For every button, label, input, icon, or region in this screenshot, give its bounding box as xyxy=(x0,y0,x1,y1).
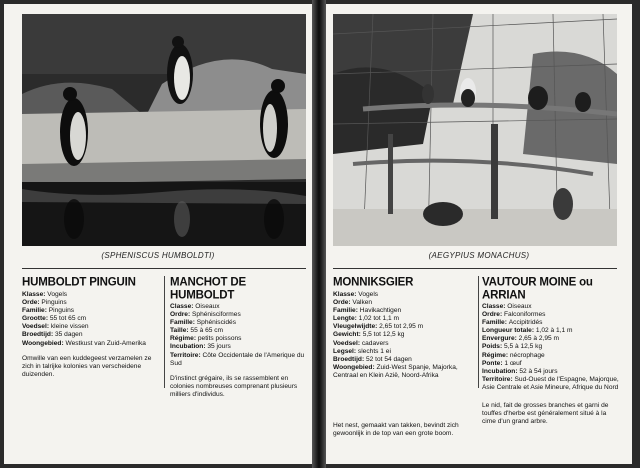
fact-row: Lengte: 1,02 tot 1,1 m xyxy=(333,315,399,323)
fact-row: Broedtijd: 35 dagen xyxy=(22,331,83,339)
column-divider xyxy=(164,276,165,388)
fact-row: Legsel: slechts 1 ei xyxy=(333,347,391,355)
fact-row: Ponte: 1 œuf xyxy=(482,359,522,367)
fact-row: Régime: petits poissons xyxy=(170,335,242,343)
species-title: MONNIKSGIER xyxy=(333,276,414,289)
dutch-column xyxy=(333,276,475,438)
species-title: VAUTOUR MOINE ou ARRIAN xyxy=(482,276,593,302)
description-text: Het nest, gemaakt van takken, bevindt zich gewoonlijk in de top van een grote boom. xyxy=(333,422,459,438)
fact-list xyxy=(482,303,622,392)
right-page xyxy=(326,4,632,464)
fact-list xyxy=(333,291,475,380)
fact-row: Incubation: 35 jours xyxy=(170,343,231,351)
description-text: Le nid, fait de grosses branches et garni de touffes d'herbe est généralement situé à la cime d'un grand arbre. xyxy=(482,402,609,426)
species-caption: (SPHENISCUS HUMBOLDTI) xyxy=(101,251,215,260)
fact-row: Grootte: 55 tot 65 cm xyxy=(22,315,87,323)
vulture-photo-image xyxy=(333,14,617,246)
species-caption: (AEGYPIUS MONACHUS) xyxy=(428,251,530,260)
fact-row: Voedsel: cadavers xyxy=(333,339,389,347)
fact-row: Familie: Havikachtigen xyxy=(333,307,402,315)
fact-row: Klasse: Vogels xyxy=(22,291,68,298)
fact-row: Régime: nécrophage xyxy=(482,351,545,359)
fact-row: Territoire: Côte Occidentale de l'Amerique du Sud xyxy=(170,351,305,367)
fact-row: Orde: Valken xyxy=(333,299,373,307)
penguin-photo-image xyxy=(22,14,306,246)
fact-row: Taille: 55 à 65 cm xyxy=(170,327,224,335)
fact-row: Famille: Sphéniscidés xyxy=(170,319,236,327)
french-column xyxy=(170,276,308,399)
fact-row: Broedtijd: 52 tot 54 dagen xyxy=(333,355,412,363)
species-title: MANCHOT DE HUMBOLDT xyxy=(170,276,246,302)
fact-row: Envergure: 2,65 à 2,95 m xyxy=(482,335,559,343)
dutch-column xyxy=(22,276,160,379)
fact-row: Gewicht: 5,5 tot 12,5 kg xyxy=(333,331,405,339)
caption-rule xyxy=(22,268,306,269)
fact-row: Famille: Accipitridés xyxy=(482,319,543,327)
fact-list xyxy=(170,303,308,368)
fact-row: Classe: Oiseaux xyxy=(170,303,220,310)
book-spine xyxy=(312,0,326,468)
french-column xyxy=(482,276,622,426)
fact-row: Classe: Oiseaux xyxy=(482,303,532,310)
fact-row: Territoire: Sud-Ouest de l'Espagne, Majorque, Asie Centrale et Asie Mineure, Afrique du Nord xyxy=(482,375,619,391)
fact-row: Woongebied: Zuid-West Spanje, Majorka, Centraal en Klein Azië, Noord-Afrika xyxy=(333,363,458,379)
species-title: HUMBOLDT PINGUIN xyxy=(22,276,136,289)
left-page xyxy=(4,4,312,464)
fact-row: Orde: Pinguins xyxy=(22,299,67,307)
description-text: Omwille van een kuddegeest verzamelen ze zich in talrijke kolonies van verscheidene duizenden. xyxy=(22,354,152,378)
fact-row: Voedsel: kleine vissen xyxy=(22,323,89,331)
fact-row: Vleugelwijdte: 2,65 tot 2,95 m xyxy=(333,323,424,331)
penguin-photo xyxy=(22,14,306,246)
fact-row: Incubation: 52 à 54 jours xyxy=(482,367,558,375)
fact-row: Woongebied: Westkust van Zuid-Amerika xyxy=(22,339,146,347)
caption-rule xyxy=(333,268,617,269)
fact-row: Poids: 5,5 à 12,5 kg xyxy=(482,343,543,351)
column-divider xyxy=(478,276,479,388)
fact-row: Familie: Pinguins xyxy=(22,307,75,315)
fact-row: Klasse: Vogels xyxy=(333,291,379,298)
description-text: D'instinct grégaire, ils se rassemblent en colonies nombreuses comprenant plusieurs milliers d'individus. xyxy=(170,374,298,398)
fact-row: Ordre: Sphénisciformes xyxy=(170,311,241,319)
fact-row: Ordre: Falconiformes xyxy=(482,311,546,319)
vulture-photo xyxy=(333,14,617,246)
fact-list xyxy=(22,291,160,348)
fact-row: Longueur totale: 1,02 à 1,1 m xyxy=(482,327,573,335)
